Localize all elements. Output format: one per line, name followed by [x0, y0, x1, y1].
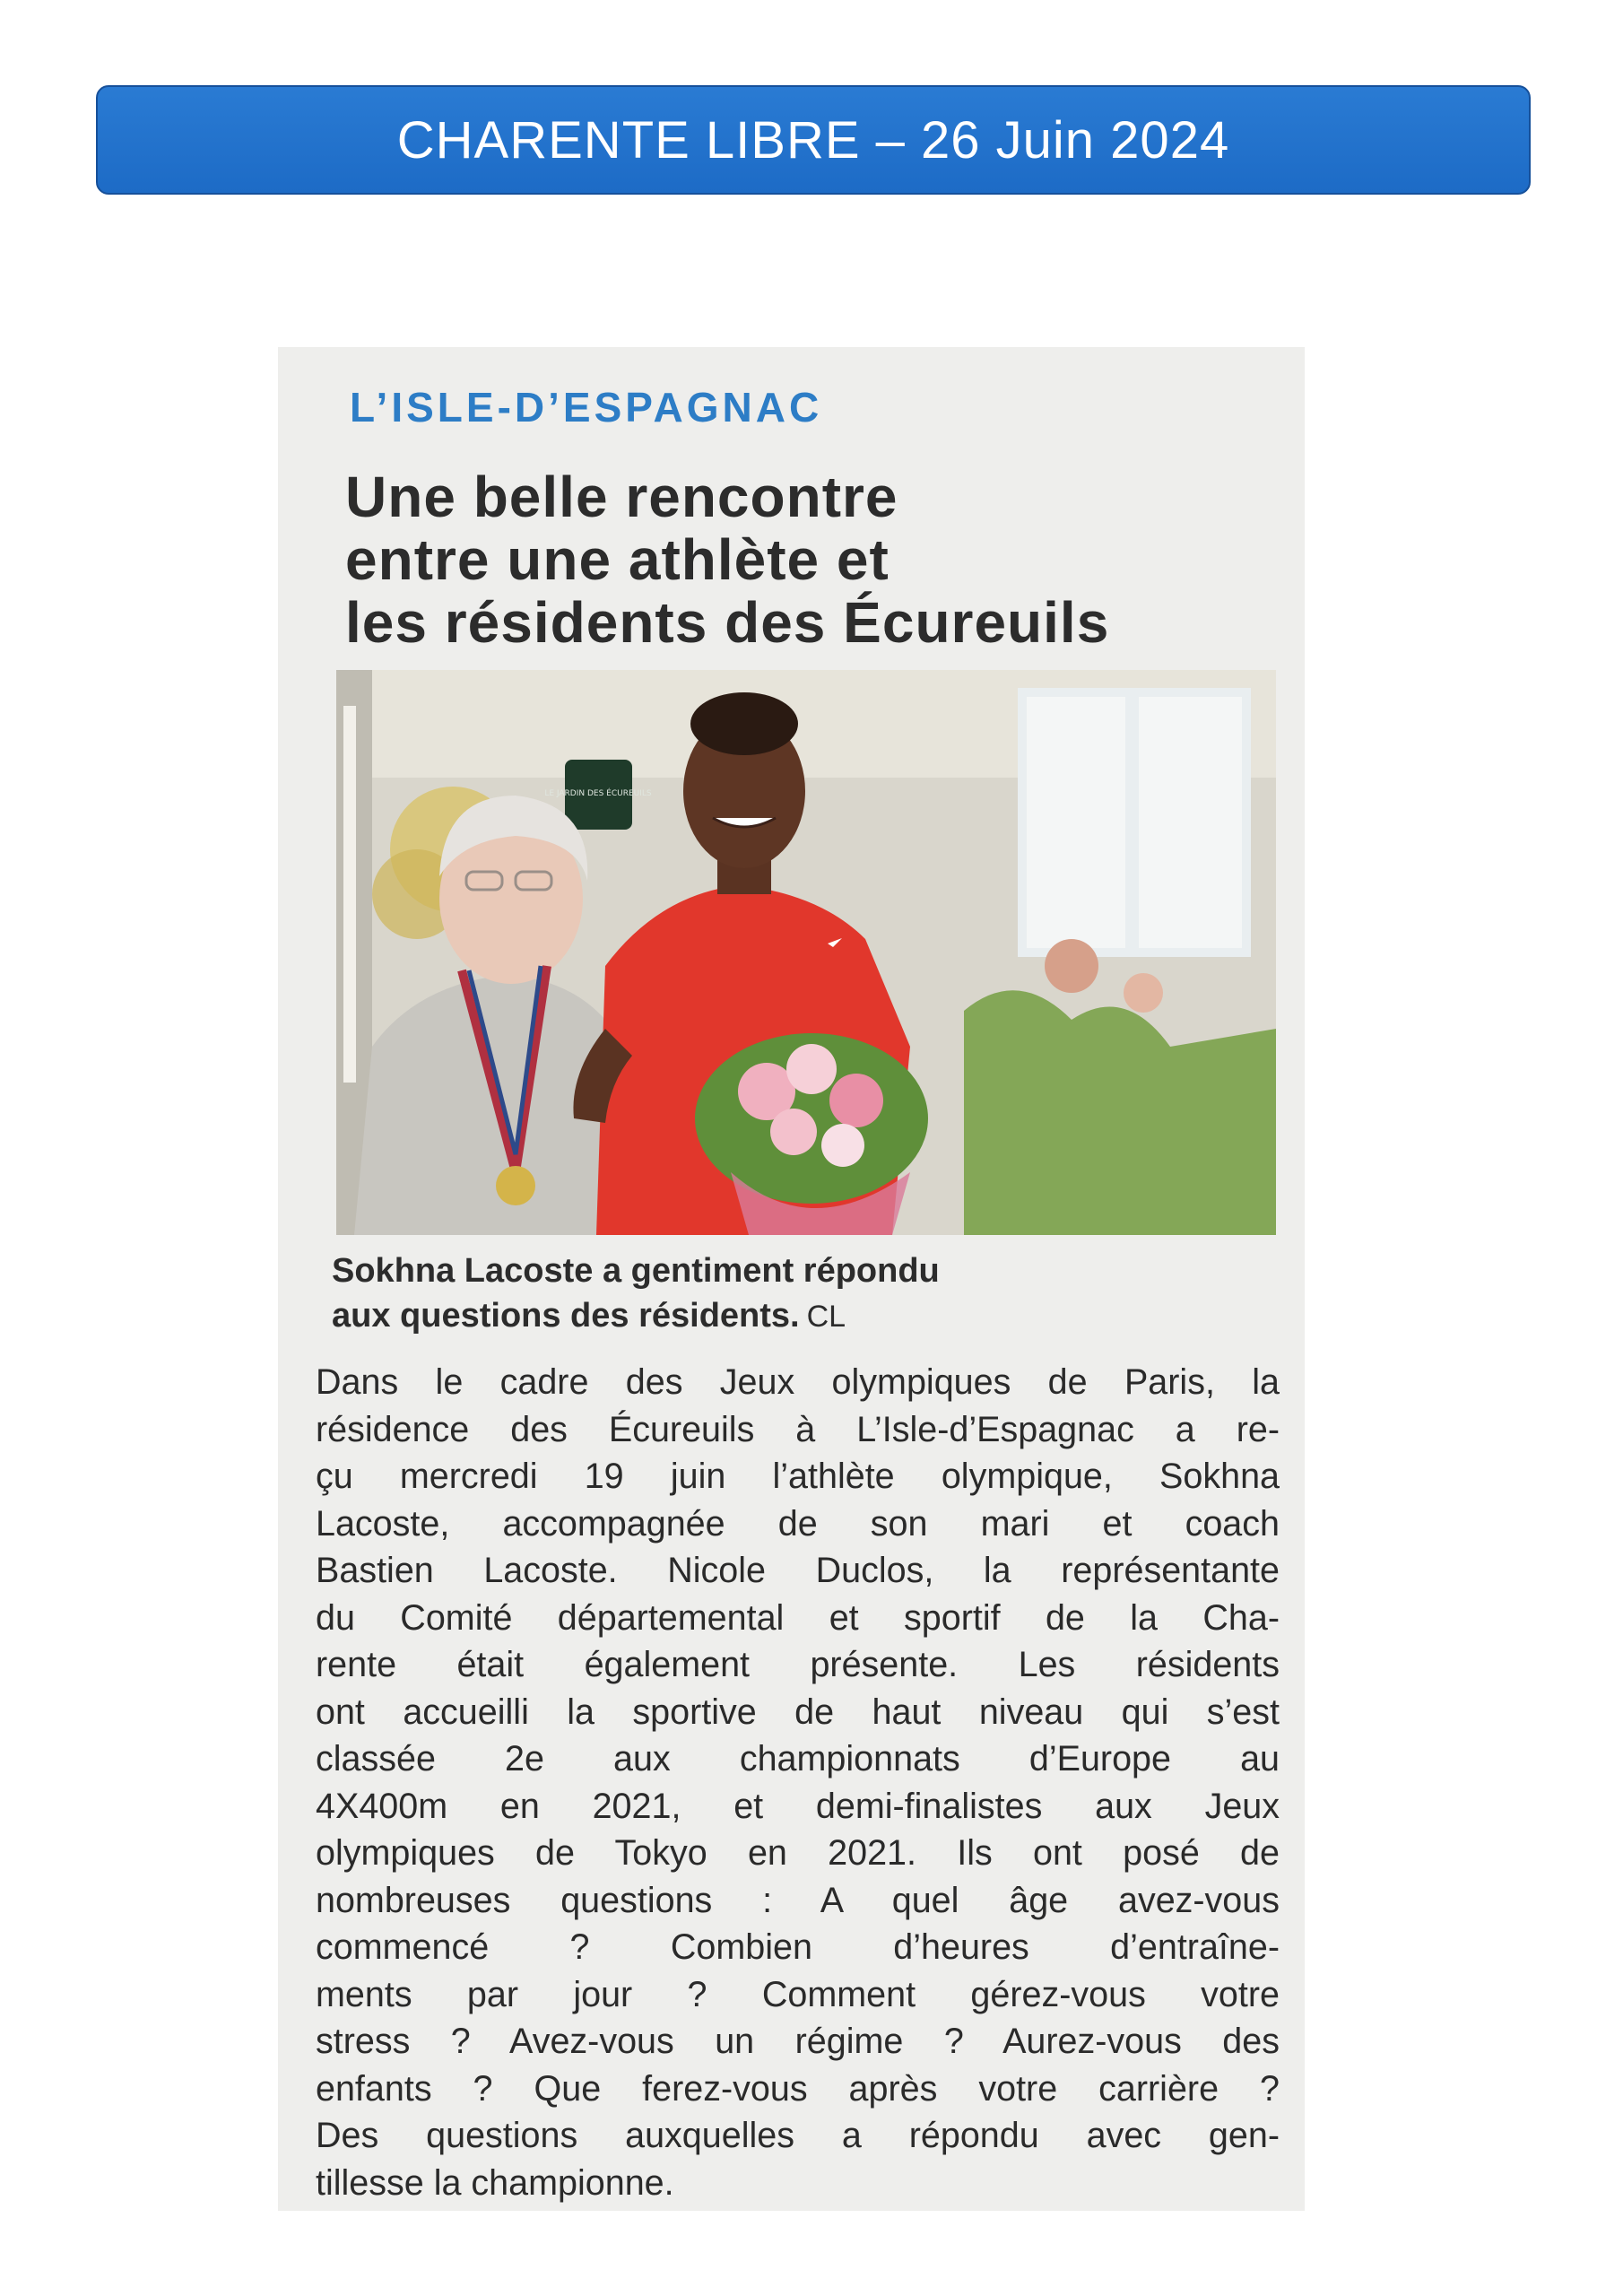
- caption-line: Sokhna Lacoste a gentiment répondu: [332, 1252, 940, 1290]
- headline-line: entre une athlète et: [345, 527, 890, 592]
- body-line: du Comité départemental et sportif de la Cha-: [316, 1597, 1280, 1638]
- article-body: [316, 1359, 1280, 2206]
- body-line: ments par jour ? Comment gérez-vous votre: [316, 1974, 1280, 2014]
- newspaper-clipping: [278, 347, 1305, 2211]
- body-line: tillesse la championne.: [316, 2162, 674, 2203]
- body-line: Bastien Lacoste. Nicole Duclos, la représentante: [316, 1551, 1280, 1590]
- body-line: nombreuses questions : A quel âge avez-vous: [316, 1880, 1280, 1920]
- article-kicker: L’ISLE-D’ESPAGNAC: [350, 384, 823, 430]
- body-line: Dans le cadre des Jeux olympiques de Paris, la: [316, 1362, 1280, 1402]
- body-line: ont accueilli la sportive de haut niveau qui s’est: [316, 1692, 1280, 1732]
- publication-title: CHARENTE LIBRE – 26 Juin 2024: [396, 110, 1230, 170]
- photo-sign-text: LE JARDIN DES ÉCUREUILS: [544, 789, 652, 798]
- body-line: classée 2e aux championnats d’Europe au: [316, 1739, 1280, 1779]
- body-line: commencé ? Combien d’heures d’entraîne-: [316, 1927, 1280, 1967]
- body-line: Des questions auxquelles a répondu avec gen-: [316, 2116, 1280, 2155]
- photo-illustration: [336, 670, 1276, 1235]
- body-line: résidence des Écureuils à L’Isle-d’Espagnac a re-: [316, 1409, 1280, 1449]
- photo-credit: CL: [806, 1300, 846, 1334]
- body-line: rente était également présente. Les résidents: [316, 1645, 1280, 1684]
- photo-caption: [332, 1248, 1273, 1339]
- headline-line: Une belle rencontre: [345, 465, 898, 529]
- article-headline: [345, 465, 1296, 654]
- body-line: stress ? Avez-vous un régime ? Aurez-vous des: [316, 2022, 1280, 2061]
- article-photo: [336, 670, 1276, 1235]
- body-line: 4X400m en 2021, et demi-finalistes aux Jeux: [316, 1786, 1280, 1826]
- body-line: enfants ? Que ferez-vous après votre carrière ?: [316, 2068, 1280, 2109]
- caption-line: aux questions des résidents.: [332, 1297, 800, 1335]
- body-line: çu mercredi 19 juin l’athlète olympique, Sokhna: [316, 1457, 1280, 1496]
- headline-line: les résidents des Écureuils: [345, 590, 1110, 655]
- header-banner: [96, 85, 1531, 195]
- body-line: olympiques de Tokyo en 2021. Ils ont posé de: [316, 1833, 1280, 1873]
- body-line: Lacoste, accompagnée de son mari et coach: [316, 1503, 1280, 1544]
